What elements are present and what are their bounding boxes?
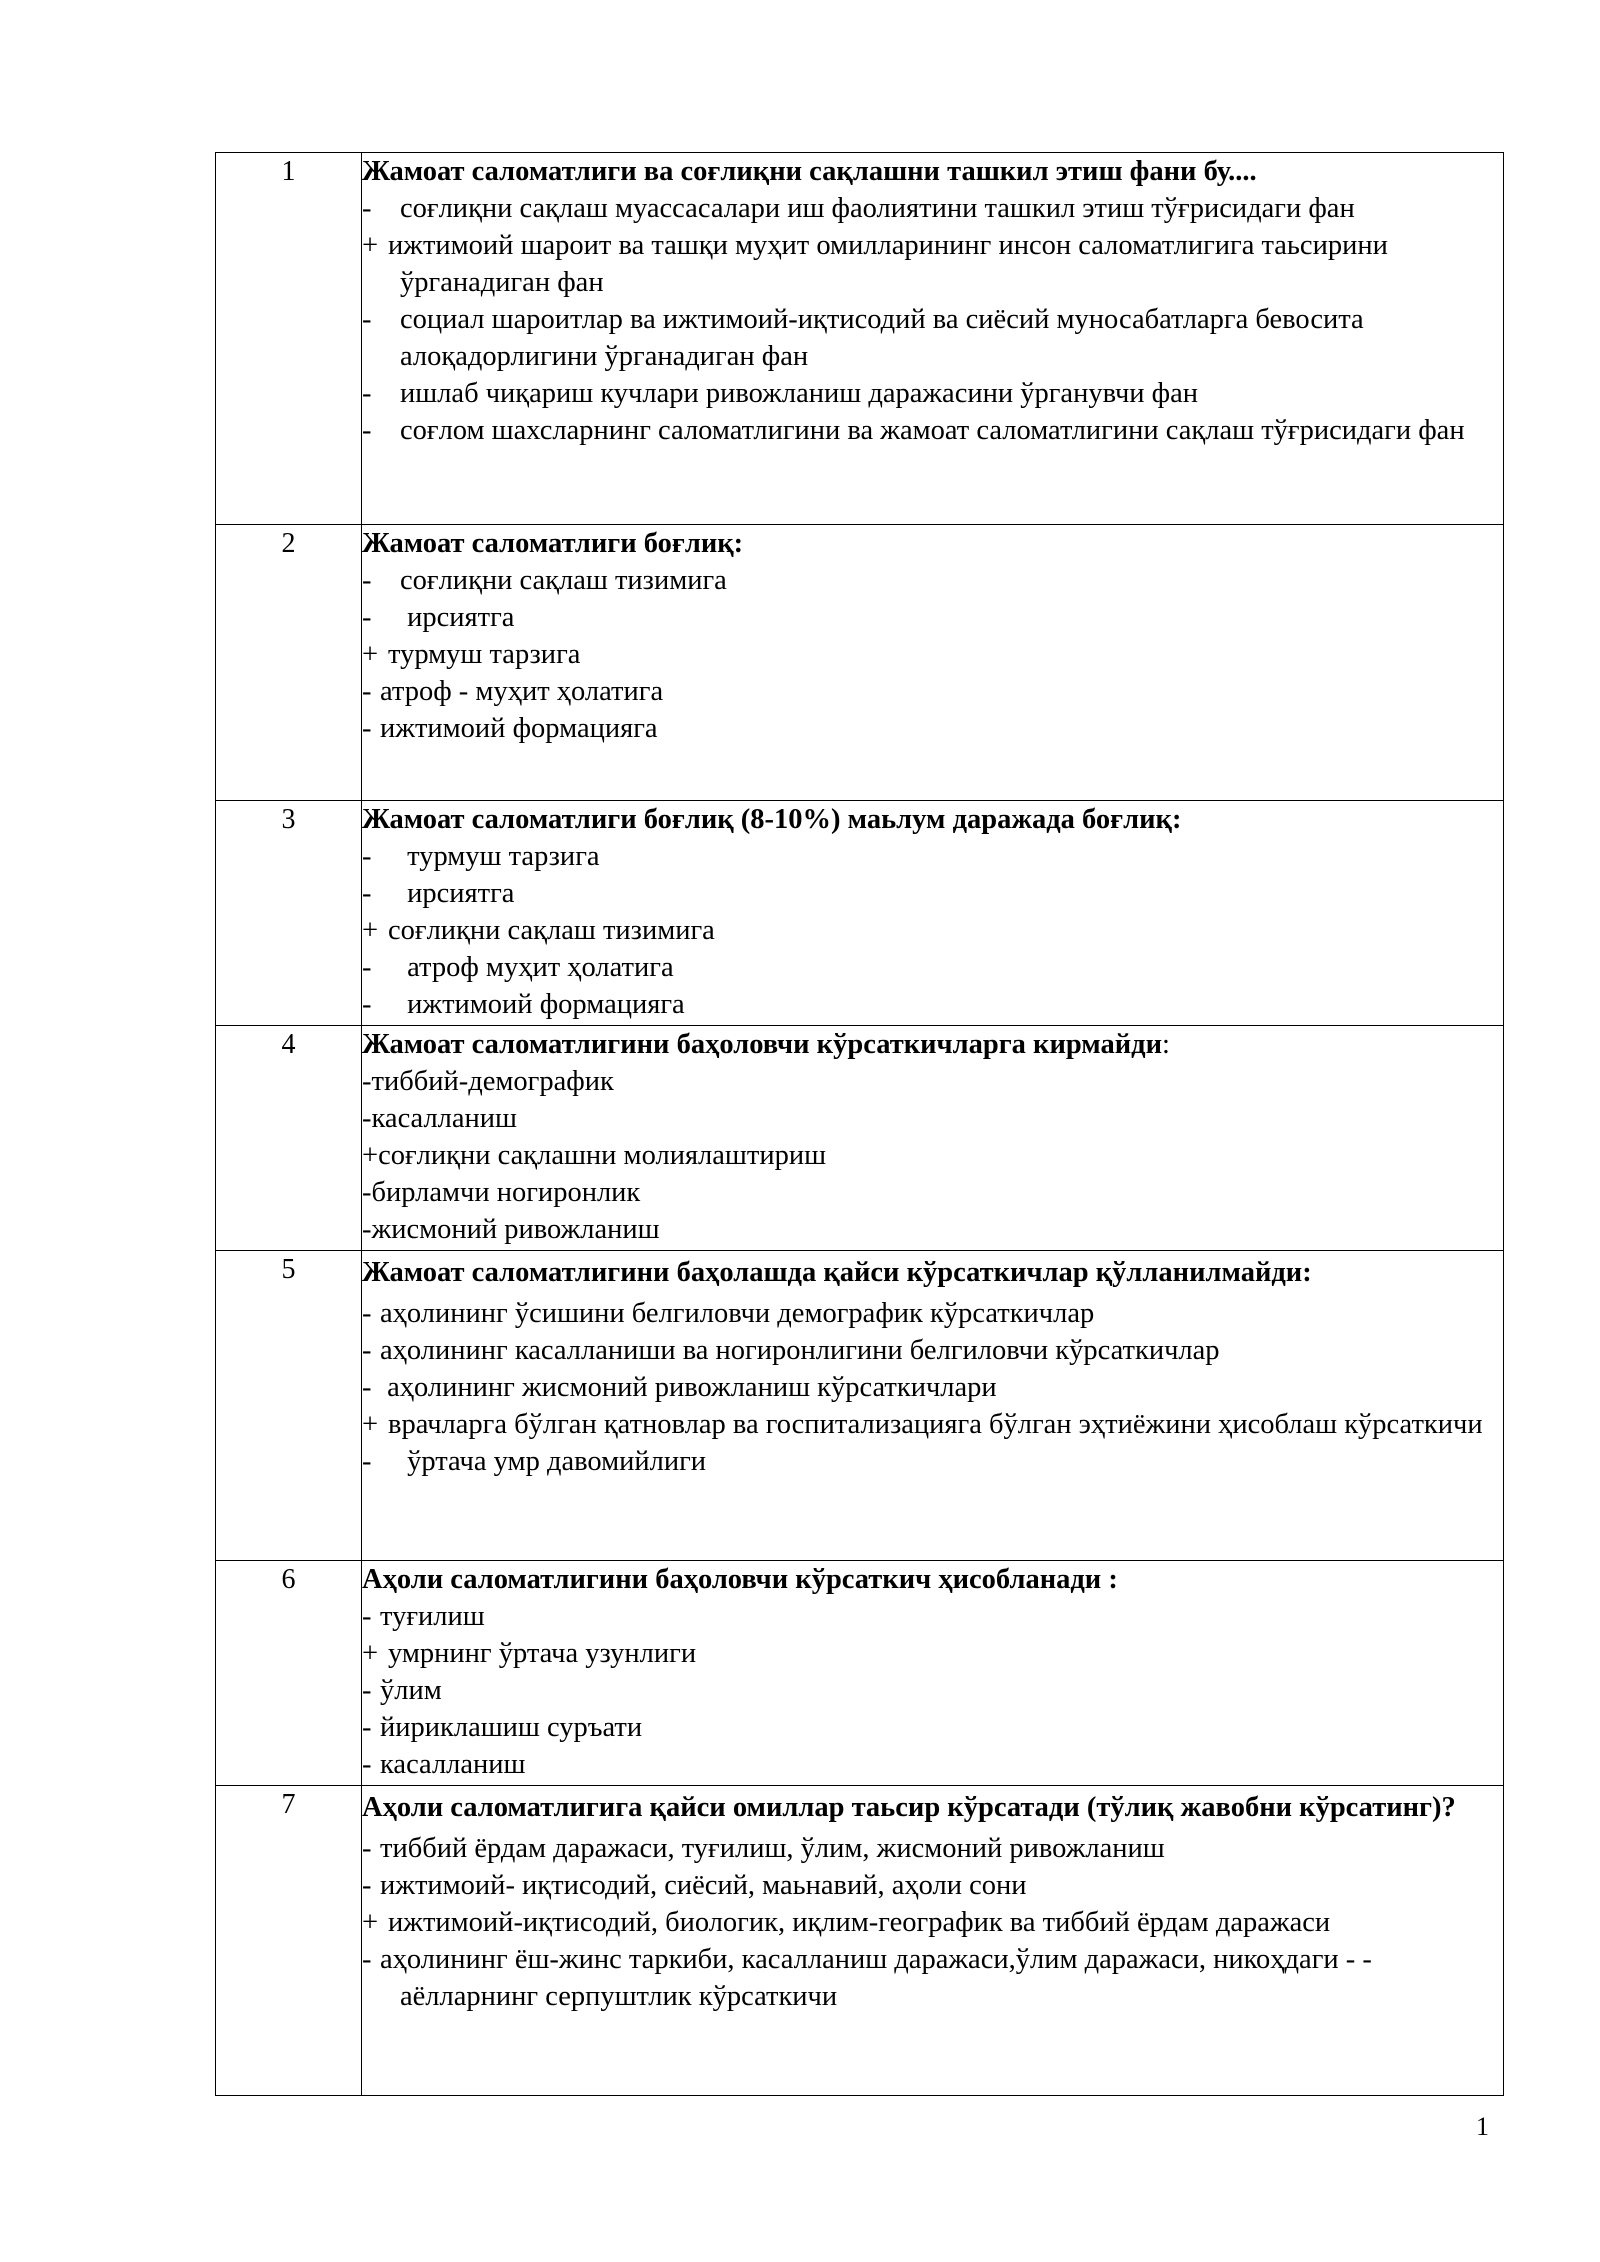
option-mark: +	[362, 915, 379, 946]
option-text: ирсиятга	[400, 878, 515, 909]
option-mark: -	[362, 1601, 372, 1632]
option-mark: -	[362, 1749, 372, 1780]
option-text: соғлиқни сақлаш тизимига	[388, 915, 715, 946]
answer-option	[362, 875, 1503, 912]
option-mark: -	[362, 1944, 372, 1975]
option-text: тиббий-демографик	[371, 1066, 614, 1097]
answer-option	[362, 1211, 1503, 1248]
questions-table	[215, 152, 1504, 2096]
answer-option	[362, 1672, 1503, 1709]
question-text: Жамоат саломатлиги ва соғлиқни сақлашни ташкил этиш фани бу....	[362, 156, 1257, 187]
question-number: 3	[216, 801, 362, 1026]
answer-option	[362, 301, 1503, 375]
option-text: соғлиқни сақлаш тизимига	[400, 565, 727, 596]
question-cell	[362, 1786, 1504, 2096]
option-mark: -	[362, 952, 372, 983]
answer-option	[362, 986, 1503, 1023]
answer-option	[362, 1443, 1503, 1480]
option-text: соғлом шахсларнинг саломатлигини ва жамоат саломатлигини сақлаш тўғрисидаги фан	[400, 415, 1465, 446]
option-text: жисмоний ривожланиш	[371, 1214, 660, 1245]
question-text: Жамоат саломатлиги боғлиқ:	[362, 528, 744, 559]
question-number: 5	[216, 1251, 362, 1561]
answer-option	[362, 636, 1503, 673]
option-mark: -	[362, 565, 372, 596]
option-mark: -	[362, 676, 372, 707]
question-tail: :	[1162, 1029, 1170, 1060]
answer-option	[362, 1137, 1503, 1174]
answer-option	[362, 1635, 1503, 1672]
question-row	[216, 801, 1504, 1026]
answer-option	[362, 1100, 1503, 1137]
answer-option	[362, 190, 1503, 227]
option-mark: -	[362, 841, 372, 872]
option-mark: -	[362, 1103, 372, 1134]
option-mark: -	[362, 1335, 372, 1366]
question-row	[216, 153, 1504, 525]
option-text: ишлаб чиқариш кучлари ривожланиш даражасини ўрганувчи фан	[400, 378, 1199, 409]
question-row	[216, 525, 1504, 801]
option-text: соғлиқни сақлаш муассасалари иш фаолиятини ташкил этиш тўғрисидаги фан	[400, 193, 1355, 224]
answer-option	[362, 912, 1503, 949]
question-row	[216, 1026, 1504, 1251]
option-mark: -	[362, 1870, 372, 1901]
option-mark: -	[362, 1446, 372, 1477]
option-mark: -	[362, 878, 372, 909]
question-number: 7	[216, 1786, 362, 2096]
answer-option	[362, 949, 1503, 986]
answer-option	[362, 1709, 1503, 1746]
option-text: врачларга бўлган қатновлар ва госпитализацияга бўлган эҳтиёжини ҳисоблаш кўрсаткичи	[388, 1409, 1483, 1440]
option-mark: -	[362, 1177, 372, 1208]
option-text: социал шароитлар ва ижтимоий-иқтисодий ва сиёсий муносабатларга бевосита алоқадорлигини ўрганадиган фан	[400, 304, 1364, 372]
option-mark: -	[362, 1066, 372, 1097]
option-text: умрнинг ўртача узунлиги	[388, 1638, 697, 1669]
answer-option	[362, 1295, 1503, 1332]
option-mark: -	[362, 1214, 372, 1245]
question-row	[216, 1786, 1504, 2096]
answer-option	[362, 227, 1503, 301]
option-mark: -	[362, 1372, 372, 1403]
option-text: аҳолининг ўсишини белгиловчи демографик кўрсаткичлар	[380, 1298, 1095, 1329]
option-mark: -	[362, 602, 372, 633]
option-text: ижтимоий шароит ва ташқи муҳит омилларининг инсон саломатлигига таьсирини ўрганадиган фан	[388, 230, 1388, 298]
answer-option	[362, 1867, 1503, 1904]
option-text: соғлиқни сақлашни молиялаштириш	[378, 1140, 827, 1171]
answer-option	[362, 375, 1503, 412]
answer-option	[362, 1332, 1503, 1369]
answer-option	[362, 1746, 1503, 1783]
question-number: 4	[216, 1026, 362, 1251]
option-text: ижтимоий-иқтисодий, биологик, иқлим-географик ва тиббий ёрдам даражаси	[388, 1907, 1331, 1938]
answer-option	[362, 412, 1503, 449]
answer-option	[362, 1830, 1503, 1867]
option-text: касалланиш	[380, 1749, 526, 1780]
question-text: Жамоат саломатлигини баҳолашда қайси кўрсаткичлар қўлланилмайди:	[362, 1257, 1312, 1288]
answer-option	[362, 562, 1503, 599]
option-mark: -	[362, 989, 372, 1020]
option-mark: +	[362, 639, 379, 670]
question-cell	[362, 1251, 1504, 1561]
question-cell	[362, 801, 1504, 1026]
answer-option	[362, 599, 1503, 636]
answer-option	[362, 1598, 1503, 1635]
answer-option	[362, 1904, 1503, 1941]
question-number: 1	[216, 153, 362, 525]
option-mark: +	[362, 230, 379, 261]
option-mark: -	[362, 378, 372, 409]
option-mark: +	[362, 1907, 379, 1938]
question-text: Аҳоли саломатлигига қайси омиллар таьсир кўрсатади (тўлиқ жавобни кўрсатинг)?	[362, 1792, 1456, 1823]
option-mark: +	[362, 1409, 379, 1440]
page-number: 1	[1476, 2112, 1489, 2141]
option-text: ўлим	[380, 1675, 442, 1706]
option-text: ижтимоий формацияга	[400, 989, 685, 1020]
option-text: ижтимоий- иқтисодий, сиёсий, маьнавий, аҳоли сони	[380, 1870, 1027, 1901]
option-text: йириклашиш суръати	[380, 1712, 643, 1743]
answer-option	[362, 1174, 1503, 1211]
option-text: бирламчи ногиронлик	[371, 1177, 641, 1208]
question-text: Аҳоли саломатлигини баҳоловчи кўрсаткич ҳисобланади :	[362, 1564, 1118, 1595]
option-mark: -	[362, 193, 372, 224]
option-mark: +	[362, 1638, 379, 1669]
option-text: атроф - муҳит ҳолатига	[380, 676, 664, 707]
option-text: турмуш тарзига	[400, 841, 600, 872]
option-text: касалланиш	[371, 1103, 518, 1134]
question-number: 2	[216, 525, 362, 801]
option-text: аҳолининг жисмоний ривожланиш кўрсаткичлари	[380, 1372, 997, 1403]
question-text: Жамоат саломатлиги боғлиқ (8-10%) маьлум даражада боғлиқ:	[362, 804, 1182, 835]
question-cell	[362, 1026, 1504, 1251]
option-mark: +	[362, 1140, 379, 1171]
question-line	[362, 1026, 1503, 1063]
option-mark: -	[362, 304, 372, 335]
answer-option	[362, 838, 1503, 875]
option-text: атроф муҳит ҳолатига	[400, 952, 674, 983]
question-row	[216, 1251, 1504, 1561]
question-cell	[362, 525, 1504, 801]
option-text: ўртача умр давомийлиги	[400, 1446, 707, 1477]
question-row	[216, 1561, 1504, 1786]
option-mark: -	[362, 415, 372, 446]
option-text: туғилиш	[380, 1601, 485, 1632]
answer-option	[362, 673, 1503, 710]
option-mark: -	[362, 1833, 372, 1864]
option-text: ижтимоий формацияга	[380, 713, 658, 744]
option-text: тиббий ёрдам даражаси, туғилиш, ўлим, жисмоний ривожланиш	[380, 1833, 1165, 1864]
option-text: турмуш тарзига	[388, 639, 581, 670]
option-text: ирсиятга	[400, 602, 515, 633]
option-text: аҳолининг ёш-жинс таркиби, касалланиш даражаси,ўлим даражаси, никоҳдаги - - аёлларнинг серпуштлик кўрсаткичи	[380, 1944, 1372, 2012]
question-text: Жамоат саломатлигини баҳоловчи кўрсаткичларга кирмайди	[362, 1029, 1163, 1060]
question-cell	[362, 1561, 1504, 1786]
option-text: аҳолининг касалланиши ва ногиронлигини белгиловчи кўрсаткичлар	[380, 1335, 1220, 1366]
option-mark: -	[362, 713, 372, 744]
question-number: 6	[216, 1561, 362, 1786]
answer-option	[362, 710, 1503, 747]
option-mark: -	[362, 1298, 372, 1329]
answer-option	[362, 1406, 1503, 1443]
answer-option	[362, 1941, 1503, 2015]
answer-option	[362, 1369, 1503, 1406]
question-cell	[362, 153, 1504, 525]
option-mark: -	[362, 1712, 372, 1743]
answer-option	[362, 1063, 1503, 1100]
option-mark: -	[362, 1675, 372, 1706]
